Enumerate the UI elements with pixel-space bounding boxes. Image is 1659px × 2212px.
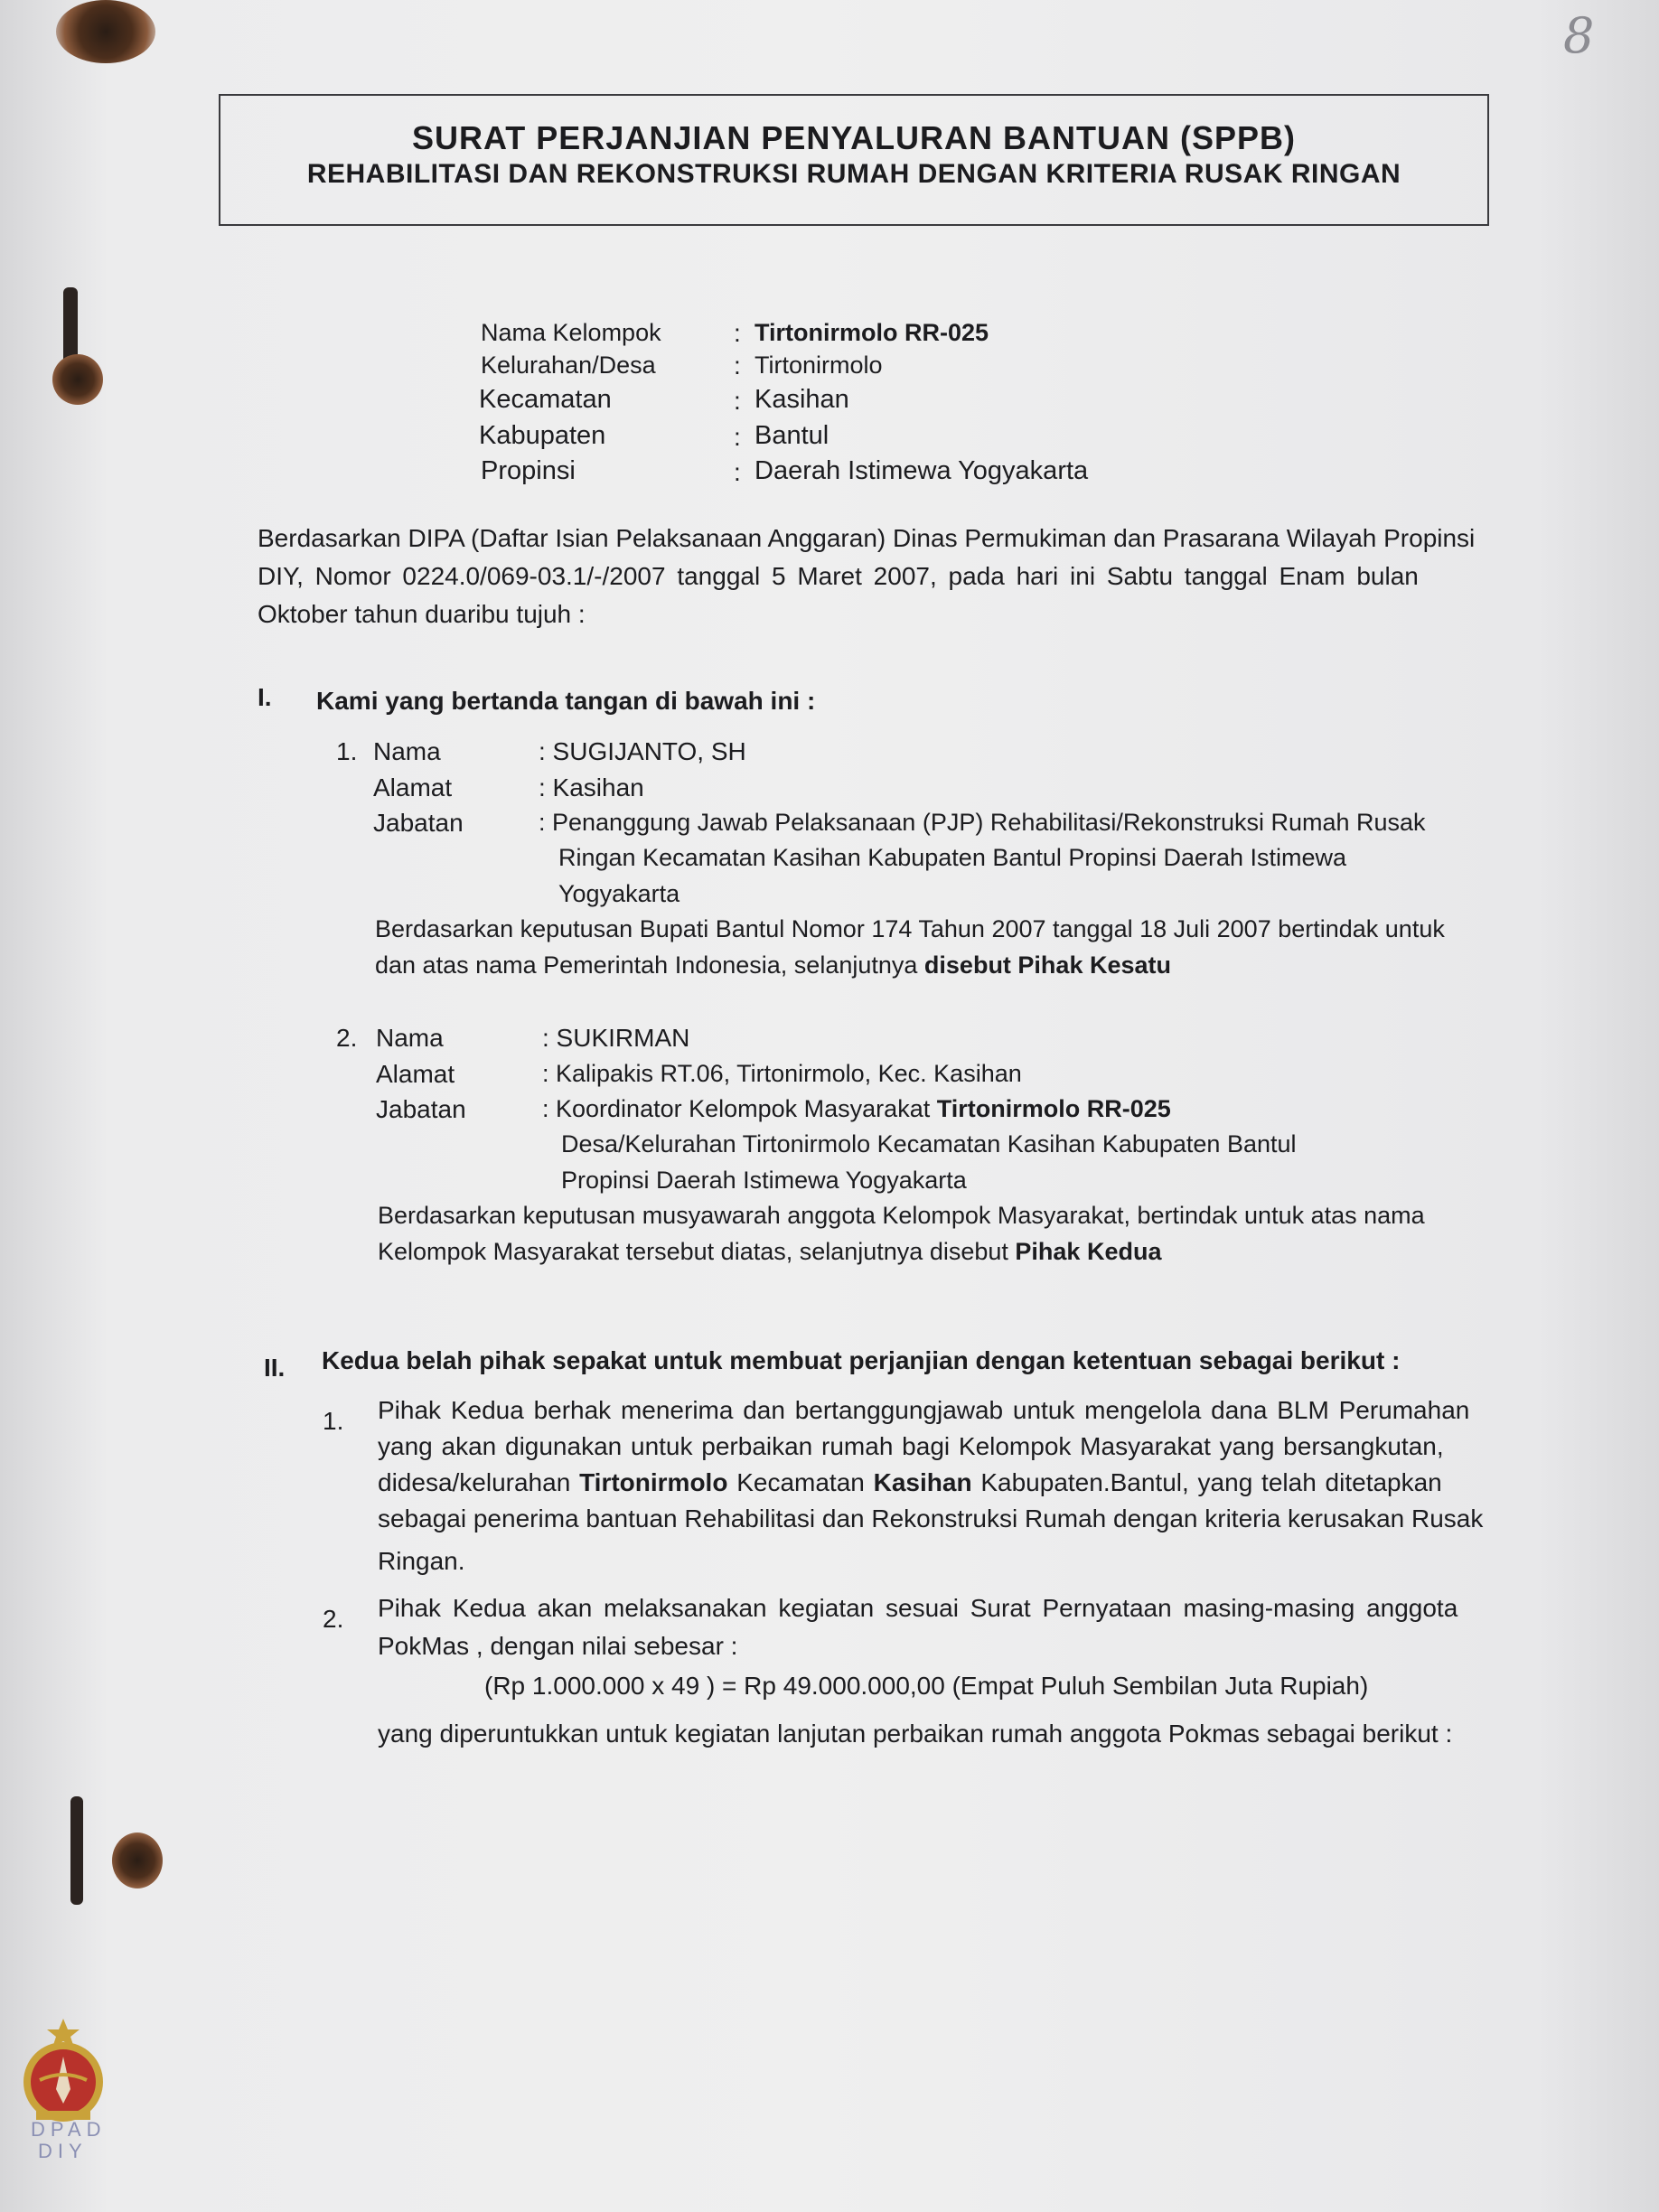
party1-basis-line2 <box>375 951 1171 979</box>
item-2-formula: (Rp 1.000.000 x 49 ) = Rp 49.000.000,00 (Empat Puluh Sembilan Juta Rupiah) <box>484 1672 1369 1700</box>
item-2-line3: yang diperuntukkan untuk kegiatan lanjutan perbaikan rumah anggota Pokmas sebagai berikut : <box>378 1720 1453 1748</box>
info-value-kelurahan: Tirtonirmolo <box>755 351 883 379</box>
party1-alamat: : Kasihan <box>539 773 644 801</box>
item-2-line2: PokMas , dengan nilai sebesar : <box>378 1632 738 1660</box>
info-colon: : <box>734 423 741 451</box>
item-1-line1: Pihak Kedua berhak menerima dan bertanggungjawab untuk mengelola dana BLM Perumahan <box>378 1396 1470 1424</box>
party2-nama-label: Nama <box>376 1024 444 1052</box>
info-colon: : <box>734 351 741 380</box>
section-2-heading: Kedua belah pihak sepakat untuk membuat perjanjian dengan ketentuan sebagai berikut : <box>322 1346 1401 1374</box>
item-1-line4: sebagai penerima bantuan Rehabilitasi dan Rekonstruksi Rumah dengan kriteria kerusakan Rusak <box>378 1504 1484 1532</box>
party1-jabatan-line1: : Penanggung Jawab Pelaksanaan (PJP) Rehabilitasi/Rekonstruksi Rumah Rusak <box>539 809 1426 836</box>
item-2-number: 2. <box>323 1605 344 1633</box>
intro-line-3: Oktober tahun duaribu tujuh : <box>258 600 586 628</box>
party2-jabatan-line1 <box>542 1095 1171 1123</box>
party2-number: 2. <box>336 1024 358 1052</box>
item-1-desa: Tirtonirmolo <box>579 1468 728 1496</box>
party2-group-name: Tirtonirmolo RR-025 <box>936 1095 1171 1122</box>
party2-alamat: : Kalipakis RT.06, Tirtonirmolo, Kec. Kasihan <box>542 1060 1022 1087</box>
title-box <box>219 94 1489 226</box>
seal-text-line2: DIY <box>38 2140 88 2162</box>
info-label-kecamatan: Kecamatan <box>479 385 612 414</box>
binder-hole-top <box>56 0 155 63</box>
party1-alamat-label: Alamat <box>373 773 453 801</box>
party2-jabatan-line2: Desa/Kelurahan Tirtonirmolo Kecamatan Kasihan Kabupaten Bantul <box>561 1130 1297 1158</box>
party1-number: 1. <box>336 737 358 765</box>
info-colon: : <box>734 387 741 415</box>
section-1-heading: Kami yang bertanda tangan di bawah ini : <box>316 687 816 715</box>
party2-jabatan-line3: Propinsi Daerah Istimewa Yogyakarta <box>561 1167 967 1194</box>
party2-basis-text: Kelompok Masyarakat tersebut diatas, selanjutnya disebut <box>378 1238 1008 1265</box>
info-value-kecamatan: Kasihan <box>755 385 849 414</box>
party1-basis-line1: Berdasarkan keputusan Bupati Bantul Nomor 174 Tahun 2007 tanggal 18 Juli 2007 bertindak untuk <box>375 915 1445 942</box>
party2-nama: : SUKIRMAN <box>542 1024 690 1052</box>
party1-jabatan-line3: Yogyakarta <box>558 880 680 907</box>
party2-designation: Pihak Kedua <box>1015 1238 1162 1265</box>
binder-hole-upper <box>52 354 103 405</box>
seal-text-line1: DPAD <box>31 2118 107 2141</box>
party1-basis-text: dan atas nama Pemerintah Indonesia, selanjutnya <box>375 951 918 979</box>
info-label-propinsi: Propinsi <box>481 456 576 485</box>
info-label-kelompok: Nama Kelompok <box>481 319 661 346</box>
info-label-kelurahan: Kelurahan/Desa <box>481 351 656 379</box>
party1-nama: : SUGIJANTO, SH <box>539 737 746 765</box>
item-1-number: 1. <box>323 1407 344 1435</box>
item-2-line1: Pihak Kedua akan melaksanakan kegiatan sesuai Surat Pernyataan masing-masing anggota <box>378 1594 1458 1622</box>
party2-basis-line2 <box>378 1238 1161 1266</box>
party2-jabatan-label: Jabatan <box>376 1095 466 1123</box>
binder-hole-lower <box>112 1832 163 1889</box>
party1-jabatan-label: Jabatan <box>373 809 464 837</box>
item-1-line3 <box>378 1468 1442 1497</box>
section-2-number: II. <box>264 1354 286 1382</box>
intro-line-1: Berdasarkan DIPA (Daftar Isian Pelaksanaan Anggaran) Dinas Permukiman dan Prasarana Wilayah Propinsi <box>258 524 1476 552</box>
document-title: SURAT PERJANJIAN PENYALURAN BANTUAN (SPPB) <box>411 119 1297 156</box>
party2-jabatan-text: : Koordinator Kelompok Masyarakat <box>542 1095 931 1122</box>
item-1-kecamatan: Kasihan <box>873 1468 972 1496</box>
item-1-line2: yang akan digunakan untuk perbaikan rumah bagi Kelompok Masyarakat yang bersangkutan, <box>378 1432 1444 1460</box>
info-value-kabupaten: Bantul <box>755 421 830 450</box>
item-1-text-a: didesa/kelurahan <box>378 1468 571 1496</box>
party2-basis-line1: Berdasarkan keputusan musyawarah anggota Kelompok Masyarakat, bertindak untuk atas nama <box>378 1202 1425 1229</box>
item-1-line5: Ringan. <box>378 1547 465 1575</box>
item-1-text-c: Kecamatan <box>736 1468 865 1496</box>
party1-designation: disebut Pihak Kesatu <box>923 951 1171 979</box>
party2-alamat-label: Alamat <box>376 1060 455 1088</box>
info-colon: : <box>734 458 741 486</box>
info-value-kelompok: Tirtonirmolo RR-025 <box>755 319 989 346</box>
document-subtitle: REHABILITASI DAN REKONSTRUKSI RUMAH DENGAN KRITERIA RUSAK RINGAN <box>306 159 1401 189</box>
section-1-number: I. <box>258 683 272 711</box>
party1-jabatan-line2: Ringan Kecamatan Kasihan Kabupaten Bantul Propinsi Daerah Istimewa <box>558 844 1347 871</box>
party1-nama-label: Nama <box>373 737 441 765</box>
seal-emblem-icon <box>4 2017 123 2123</box>
archive-seal <box>4 2017 123 2162</box>
handwritten-page-number: 8 <box>1563 7 1595 64</box>
info-colon: : <box>734 319 741 347</box>
info-value-propinsi: Daerah Istimewa Yogyakarta <box>755 456 1089 485</box>
info-label-kabupaten: Kabupaten <box>479 421 606 450</box>
intro-line-2: DIY, Nomor 0224.0/069-03.1/-/2007 tanggal 5 Maret 2007, pada hari ini Sabtu tanggal Enam bulan <box>258 562 1419 590</box>
binder-smudge-lower <box>70 1796 83 1905</box>
item-1-text-e: Kabupaten.Bantul, yang telah ditetapkan <box>980 1468 1442 1496</box>
